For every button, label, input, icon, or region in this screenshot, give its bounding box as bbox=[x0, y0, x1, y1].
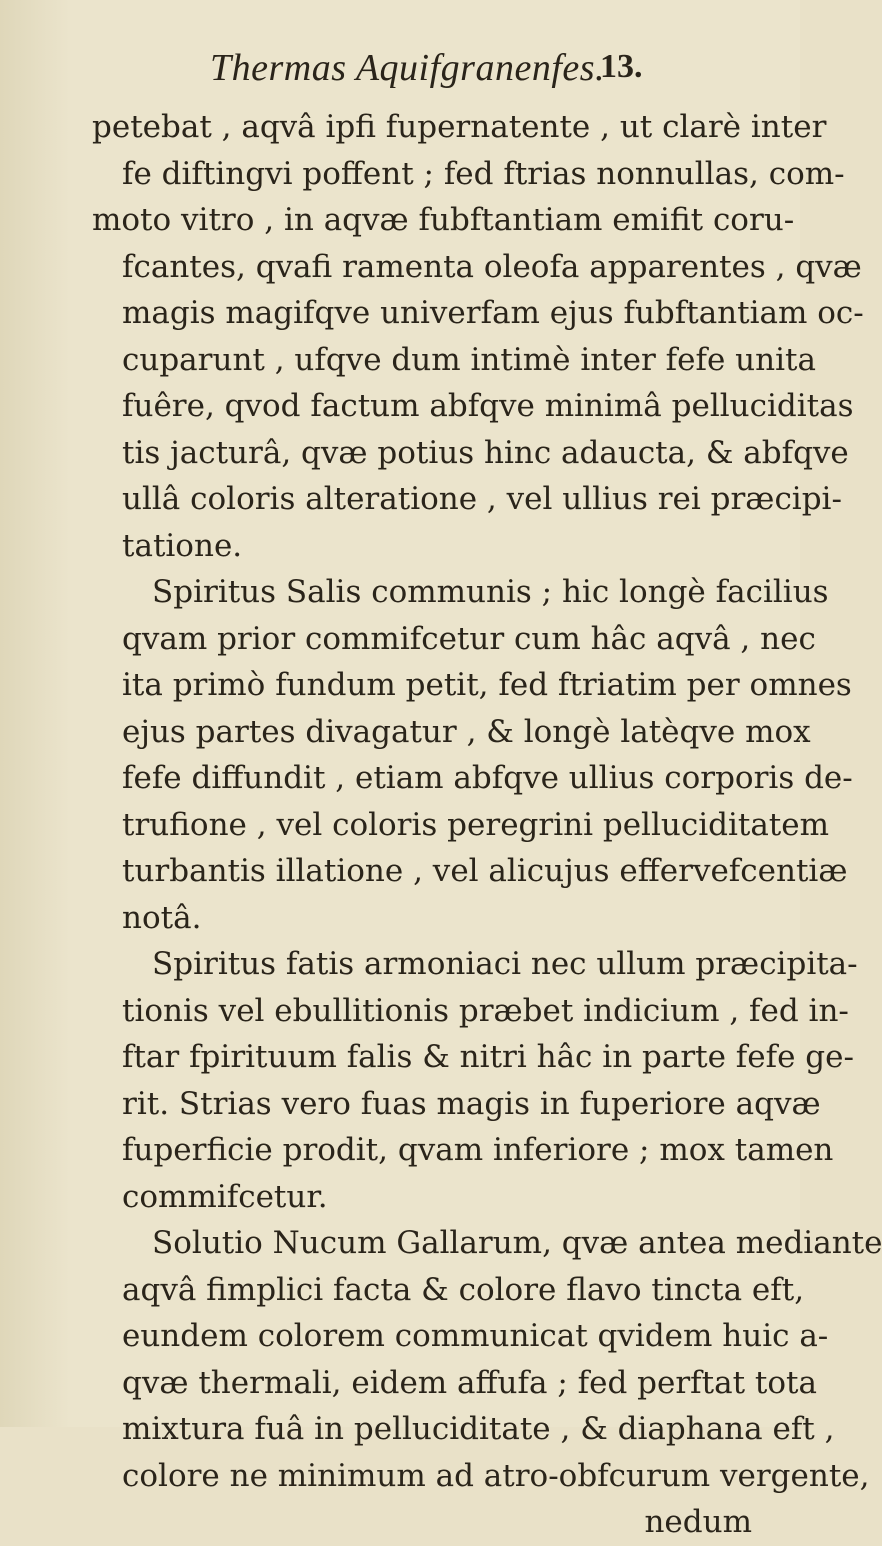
text-line: qvam prior commifcetur cum hâc aqvâ , nec bbox=[122, 620, 816, 657]
text-line: fe diftingvi poffent ; fed ftrias nonnullas, com- bbox=[122, 155, 845, 192]
text-line: petebat , aqvâ ipfi fupernatente , ut clarè inter bbox=[92, 109, 827, 145]
text-line: qvæ thermali, eidem affufa ; fed perftat tota bbox=[122, 1364, 817, 1401]
text-line: trufione , vel coloris peregrini pelluciditatem bbox=[122, 806, 830, 843]
paragraph-start: Spiritus fatis armoniaci nec ullum præcipita- bbox=[152, 946, 858, 982]
page-number: 13. bbox=[600, 48, 643, 85]
text-line: notâ. bbox=[122, 899, 202, 936]
paragraph-start: Solutio Nucum Gallarum, qvæ antea mediante bbox=[152, 1225, 882, 1261]
text-line: fuêre, qvod factum abfqve minimâ pelluciditas bbox=[122, 388, 854, 424]
text-line: tionis vel ebullitionis præbet indicium , fed in- bbox=[122, 992, 849, 1029]
catchword: nedum bbox=[644, 1504, 752, 1540]
running-title: Thermas Aquifgranenfes. bbox=[210, 47, 606, 89]
text-line: fefe diffundit , etiam abfqve ullius corporis de- bbox=[122, 760, 853, 796]
paragraph-start: Spiritus Salis communis ; hic longè facilius bbox=[152, 574, 829, 610]
text-line: ullâ coloris alteratione , vel ullius rei præcipi- bbox=[122, 481, 842, 517]
text-line: moto vitro , in aqvæ fubftantiam emifit coru- bbox=[92, 202, 795, 238]
page-edge-stain bbox=[0, 0, 70, 1427]
text-line: rit. Strias vero fuas magis in fuperiore aqvæ bbox=[122, 1085, 821, 1122]
text-line: magis magifqve univerfam ejus fubftantiam oc- bbox=[122, 295, 864, 331]
text-line: eundem colorem communicat qvidem huic a- bbox=[122, 1318, 829, 1354]
text-line: ita primò fundum petit, fed ftriatim per omnes bbox=[122, 667, 852, 703]
text-line: cuparunt , ufqve dum intimè inter fefe unita bbox=[122, 341, 816, 378]
text-line: tis jacturâ, qvæ potius hinc adaucta, & abfqve bbox=[122, 434, 849, 471]
text-line: ftar fpirituum falis & nitri hâc in parte fefe ge- bbox=[122, 1039, 854, 1075]
text-line: mixtura fuâ in pelluciditate , & diaphana eft , bbox=[122, 1411, 835, 1447]
text-line: ejus partes divagatur , & longè latèqve mox bbox=[122, 713, 811, 750]
text-line: commifcetur. bbox=[122, 1178, 328, 1215]
text-line: fuperficie prodit, qvam inferiore ; mox tamen bbox=[122, 1132, 834, 1168]
text-line: colore ne minimum ad atro-obfcurum vergente, bbox=[122, 1457, 870, 1494]
page-header bbox=[0, 40, 800, 100]
body-text bbox=[92, 104, 882, 1546]
text-line: fcantes, qvafi ramenta oleofa apparentes , qvæ bbox=[122, 248, 862, 285]
text-line: tatione. bbox=[122, 527, 243, 564]
text-line: turbantis illatione , vel alicujus effervefcentiæ bbox=[122, 853, 848, 889]
text-line: aqvâ fimplici facta & colore flavo tincta eft, bbox=[122, 1271, 805, 1308]
